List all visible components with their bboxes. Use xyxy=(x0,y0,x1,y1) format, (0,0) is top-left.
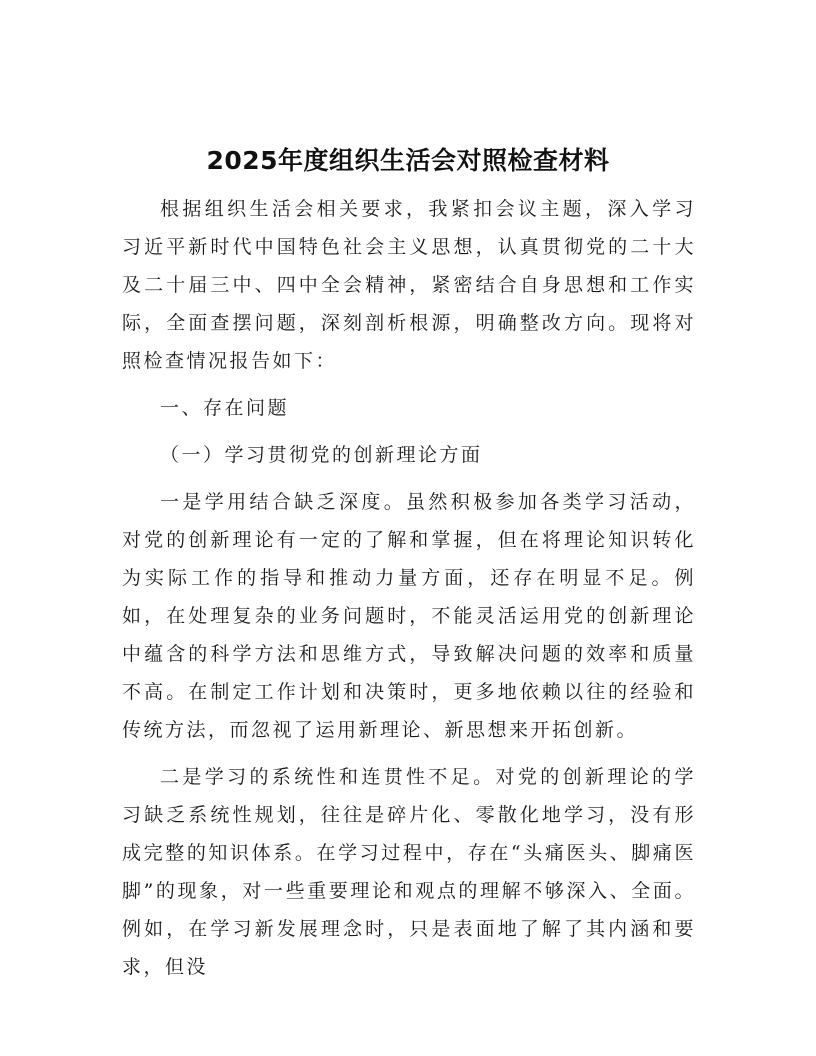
section-heading-problems: 一、存在问题 xyxy=(160,397,290,419)
document-body xyxy=(122,190,696,986)
body-paragraph-1: 一是学用结合缺乏深度。虽然积极参加各类学习活动，对党的创新理论有一定的了解和掌握，但在将理论知识转化为实际工作的指导和推动力量方面，还存在明显不足。例如，在处理复杂的业务问题时，不能灵活运用党的创新理论中蕴含的科学方法和思维方式，导致解决问题的效率和质量不高。在制定工作计划和决策时，更多地依赖以往的经验和传统方法，而忽视了运用新理论、新思想来开拓创新。 xyxy=(122,491,696,741)
document-title: 2025年度组织生活会对照检查材料 xyxy=(206,146,610,175)
subsection-heading-theory: （一）学习贯彻党的创新理论方面 xyxy=(160,444,483,466)
intro-paragraph: 根据组织生活会相关要求，我紧扣会议主题，深入学习习近平新时代中国特色社会主义思想，认真贯彻党的二十大及二十届三中、四中全会精神，紧密结合自身思想和工作实际，全面查摆问题，深刻剖析根源，明确整改方向。现将对照检查情况报告如下： xyxy=(122,198,696,372)
body-paragraph-2: 二是学习的系统性和连贯性不足。对党的创新理论的学习缺乏系统性规划，往往是碎片化、零散化地学习，没有形成完整的知识体系。在学习过程中，存在“头痛医头、脚痛医脚”的现象，对一些重要理论和观点的理解不够深入、全面。例如，在学习新发展理念时，只是表面地了解了其内涵和要求，但没 xyxy=(122,766,696,978)
